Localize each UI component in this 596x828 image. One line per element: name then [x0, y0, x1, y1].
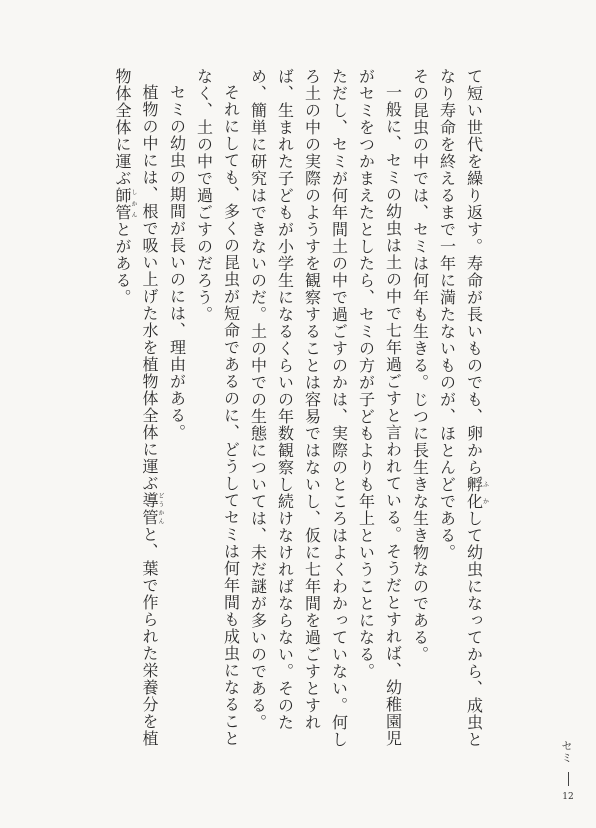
text-run: して幼虫になってから、成虫となり寿命を終えるまで一年に満たないものが、ほとんどである。 [437, 68, 484, 748]
ruby-base: 師管 [113, 187, 132, 221]
text-run: それにしても、多くの昆虫が短命であるのに、どうしてセミは何年間も成虫になることなく、土の中で過ごすのだろう。 [194, 68, 241, 747]
paragraph [191, 68, 245, 758]
text-run: とがある。 [113, 221, 132, 306]
ruby-reading: しかん [130, 187, 137, 221]
ruby-annotation [113, 187, 137, 221]
body-text [109, 68, 488, 758]
text-run: と、葉で作られた栄養分を植物体全体に運ぶ [113, 68, 159, 747]
ruby-reading: ふか [481, 476, 489, 510]
text-run: 植物の中には、根で吸い上げた水を植物体全体に運ぶ [140, 84, 159, 492]
running-head-rule [568, 772, 569, 786]
paragraph [164, 68, 191, 758]
text-run: ただし、セミが何年間土の中で過ごすのかは、実際のところはよくわかっていない。何しろ土の中の実際のようすを観察することは容易ではないし、仮に七年間を過ごすとすれば、生まれた子どもが小学生になるくらいの年数観察し続けなければならない。そのため、簡単に研究はできないのだ。土の中での生態については、未だ謎が多いのである。 [248, 68, 349, 748]
paragraph [109, 68, 164, 758]
ruby-reading: どうかん [157, 492, 164, 526]
ruby-annotation [464, 476, 489, 510]
page-number: 12 [562, 792, 574, 802]
ruby-annotation [140, 492, 164, 526]
text-run: セミの幼虫の期間が長いのには、理由がある。 [167, 84, 187, 441]
text-run: その昆虫の中では、セミは何年も生きる。じつに長生きな生き物なのである。 [410, 68, 430, 663]
paragraph [434, 68, 489, 758]
text-run: て短い世代を繰り返す。寿命が長いものでも、卵から [464, 68, 484, 476]
paragraph [245, 68, 353, 758]
paragraph [407, 68, 434, 758]
ruby-base: 導管 [140, 492, 159, 526]
text-run: 一般に、セミの幼虫は土の中で七年過ごすと言われている。そうだとすれば、幼稚園児がセミをつかまえたとしたら、セミの方が子どもよりも年上ということになる。 [356, 68, 403, 747]
ruby-base: 孵化 [464, 476, 484, 510]
paragraph [353, 68, 407, 758]
running-head: セミ [560, 740, 573, 764]
